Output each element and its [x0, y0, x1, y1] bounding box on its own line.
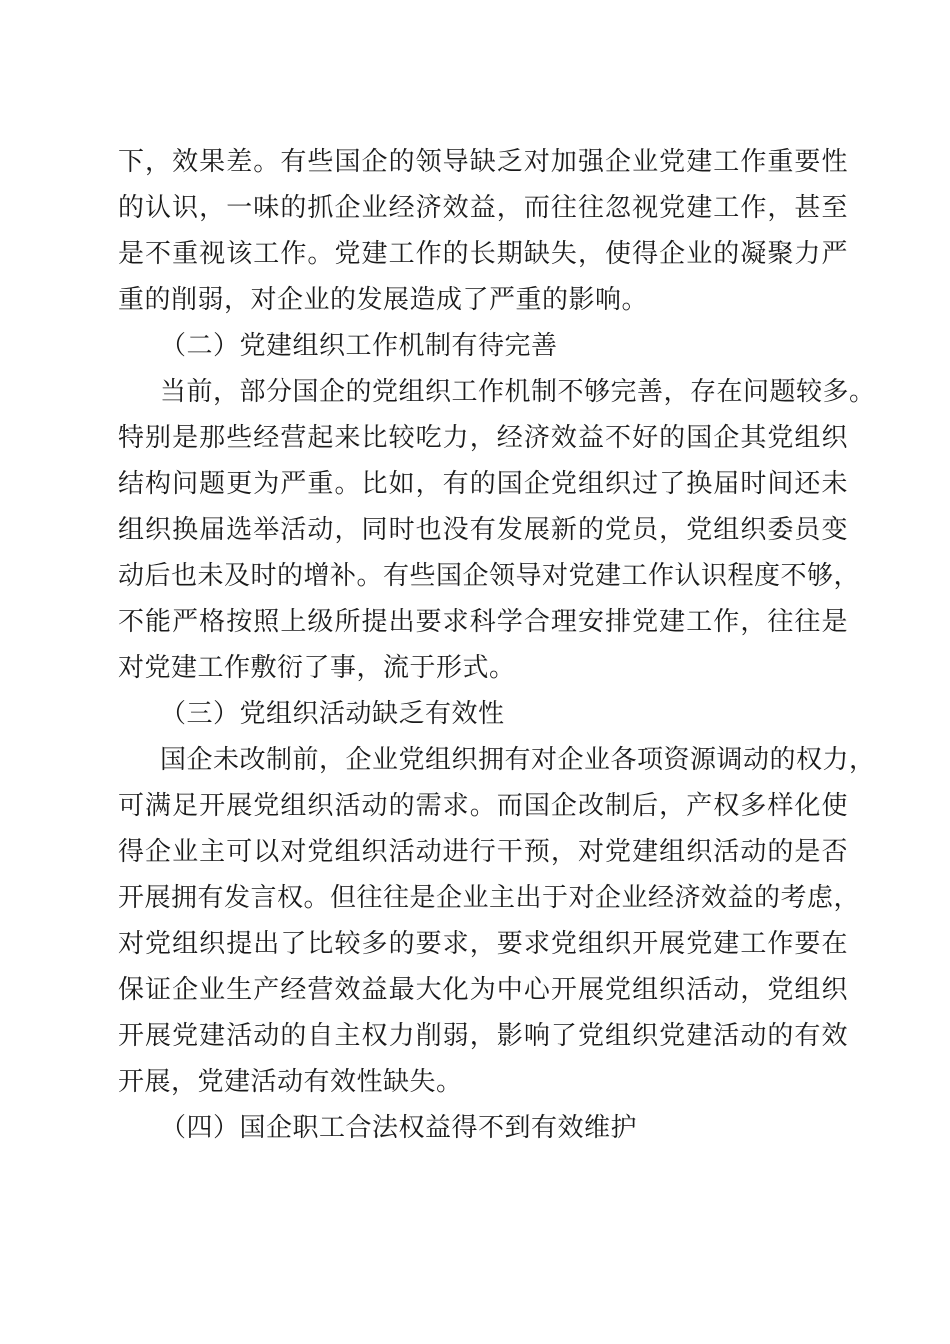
- paragraph-line: 对党建工作敷衍了事，流于形式。: [118, 653, 516, 683]
- paragraph-line: 结构问题更为严重。比如，有的国企党组织过了换届时间还未: [118, 469, 848, 499]
- paragraph-line: 动后也未及时的增补。有些国企领导对党建工作认识程度不够，: [118, 561, 861, 591]
- paragraph-line: 的认识，一味的抓企业经济效益，而往往忽视党建工作，甚至: [118, 193, 848, 223]
- paragraph-line: 可满足开展党组织活动的需求。而国企改制后，产权多样化使: [118, 791, 848, 821]
- paragraph-line: 保证企业生产经营效益最大化为中心开展党组织活动，党组织: [118, 975, 848, 1005]
- paragraph-line: 重的削弱，对企业的发展造成了严重的影响。: [118, 285, 649, 315]
- paragraph-line: 不能严格按照上级所提出要求科学合理安排党建工作，往往是: [118, 607, 848, 637]
- section-heading: （四）国企职工合法权益得不到有效维护: [160, 1113, 638, 1143]
- section-heading: （三）党组织活动缺乏有效性: [160, 699, 505, 729]
- paragraph-line: 开展拥有发言权。但往往是企业主出于对企业经济效益的考虑，: [118, 883, 861, 913]
- paragraph-line: 特别是那些经营起来比较吃力，经济效益不好的国企其党组织: [118, 423, 848, 453]
- paragraph-line: 是不重视该工作。党建工作的长期缺失，使得企业的凝聚力严: [118, 239, 848, 269]
- paragraph-line: 对党组织提出了比较多的要求，要求党组织开展党建工作要在: [118, 929, 848, 959]
- paragraph-line: 当前，部分国企的党组织工作机制不够完善，存在问题较多。: [160, 377, 876, 407]
- paragraph-line: 开展党建活动的自主权力削弱，影响了党组织党建活动的有效: [118, 1021, 848, 1051]
- paragraph-line: 下，效果差。有些国企的领导缺乏对加强企业党建工作重要性: [118, 147, 848, 177]
- section-heading: （二）党建组织工作机制有待完善: [160, 331, 558, 361]
- paragraph-line: 组织换届选举活动，同时也没有发展新的党员，党组织委员变: [118, 515, 848, 545]
- paragraph-line: 得企业主可以对党组织活动进行干预，对党建组织活动的是否: [118, 837, 848, 867]
- paragraph-line: 国企未改制前，企业党组织拥有对企业各项资源调动的权力，: [160, 745, 876, 775]
- paragraph-line: 开展，党建活动有效性缺失。: [118, 1067, 463, 1097]
